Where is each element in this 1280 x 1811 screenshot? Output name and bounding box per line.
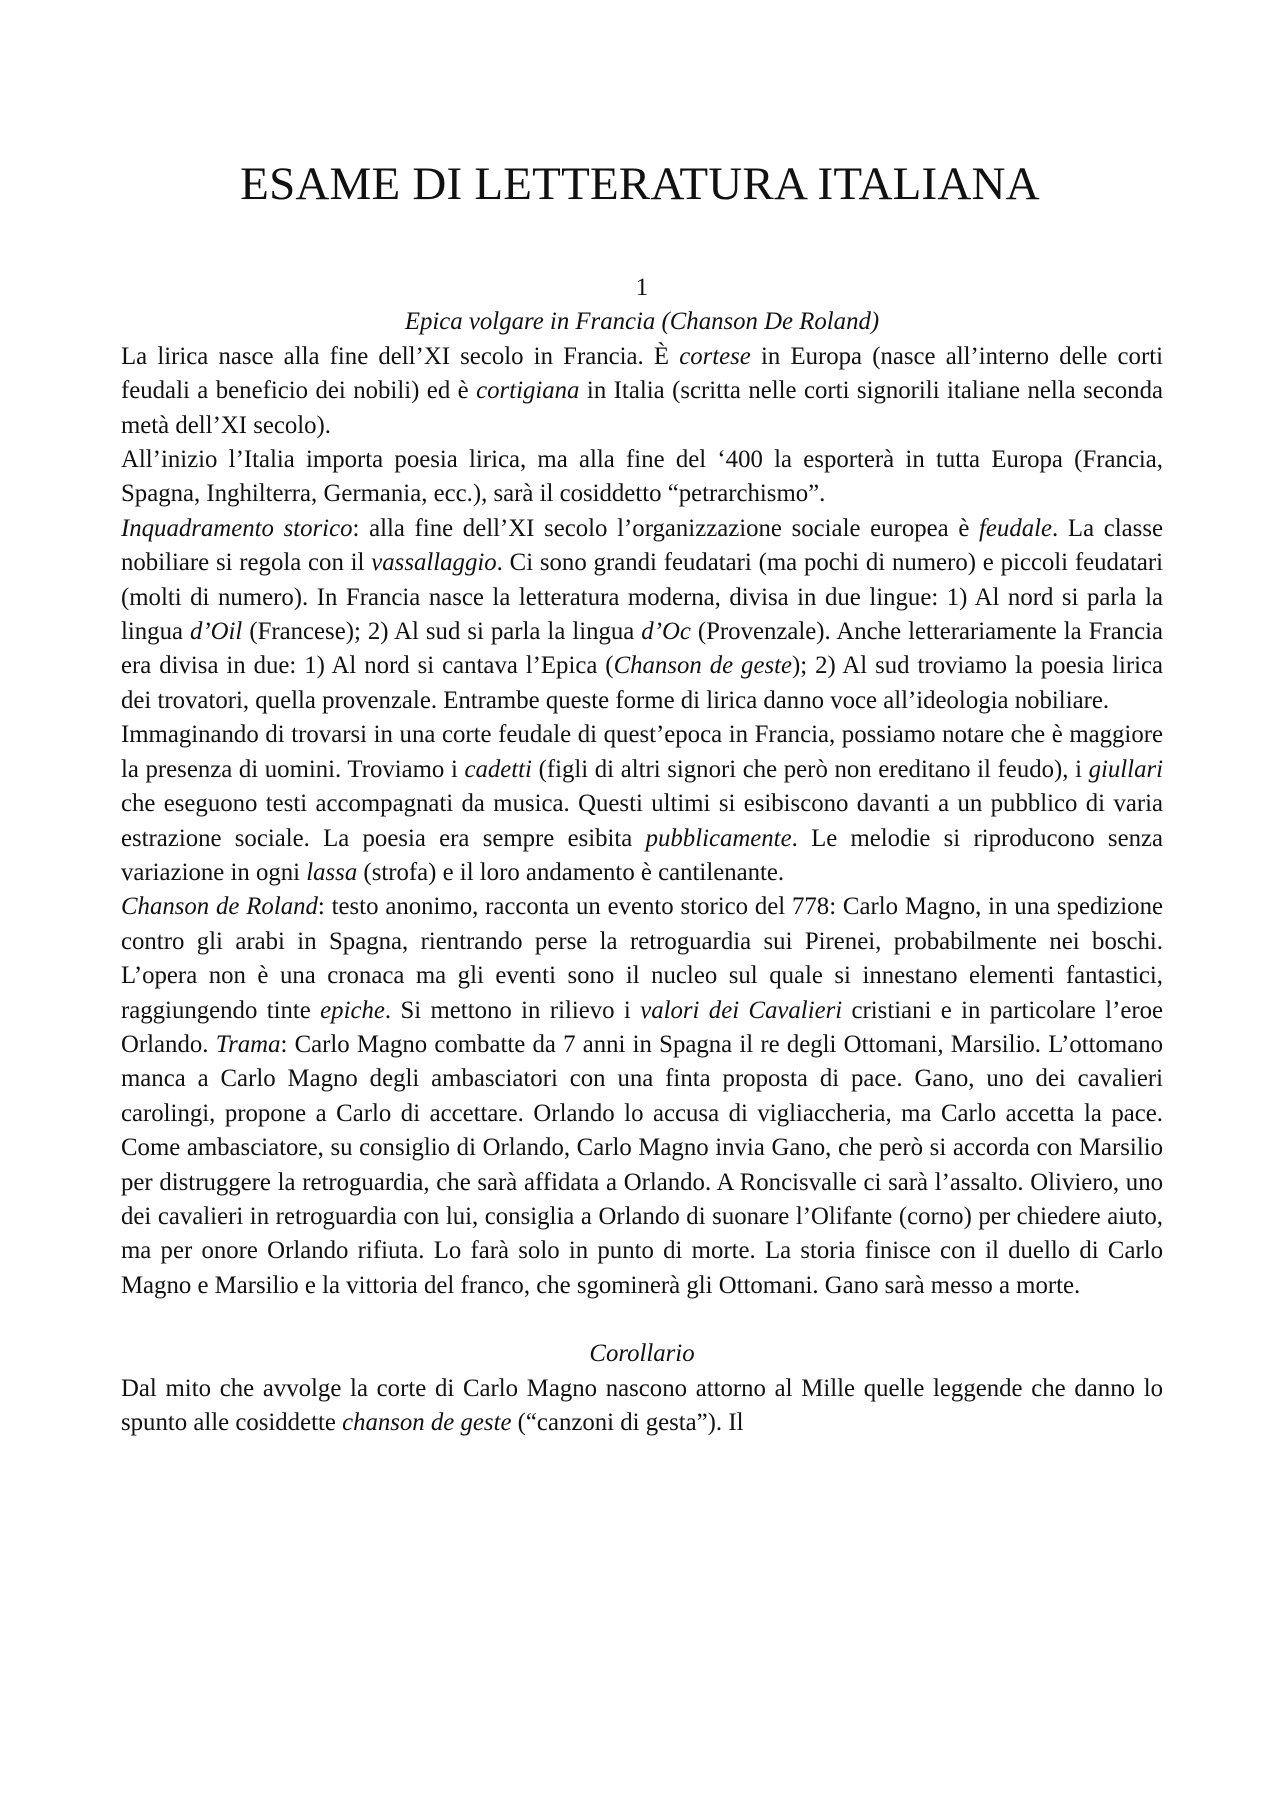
text-run: . Le melodie si riproducono senza variazione in ogni [121, 824, 1164, 886]
text-run: : Carlo Magno combatte da 7 anni in Spagna il re degli Ottomani, Marsilio. L’ottomano manca a Carlo Magno degli ambasciatori con una finta proposta di pace. Gano, uno dei cavalieri carolingi, propone a Carlo di accettare. Orlando lo accusa di vigliaccheria, ma Carlo accetta la pace. Come ambasciatore, su consiglio di Orlando, Carlo Magno invia Gano, che però si accorda con Marsilio per distruggere la retroguardia, che sarà affidata a Orlando. A Roncisvalle ci sarà l’assalto. Oliviero, uno dei cavalieri in retroguardia con lui, consiglia a Orlando di suonare l’Olifante (corno) per chiedere aiuto, ma per onore Orlando rifiuta. Lo farà solo in punto di morte. La storia finisce con il duello di Carlo Magno e Marsilio e la vittoria del franco, che sgominerà gli Ottomani. Gano sarà messo a morte. [121, 1030, 1163, 1299]
italic-text-run: vassallaggio [371, 549, 497, 577]
corollario-heading-text: Corollario [589, 1340, 695, 1368]
text-run: (strofa) e il loro andamento è cantilenante. [357, 858, 785, 886]
section-heading [121, 305, 1163, 339]
text-run: La lirica nasce alla fine dell’XI secolo in Francia. È [121, 342, 680, 370]
text-run: ); 2) Al sud troviamo la poesia lirica dei trovatori, quella provenzale. Entrambe queste forme di lirica danno voce all’ideologia nobiliare. [121, 652, 1164, 714]
document-body [121, 271, 1163, 1440]
paragraph-corollario [121, 1372, 1163, 1441]
text-run: (Francese); 2) Al sud si parla la lingua [242, 618, 642, 646]
section-heading-text: Epica volgare in Francia (Chanson De Roland) [404, 308, 880, 336]
text-run: Immaginando di trovarsi in una corte feudale di quest’epoca in Francia, possiamo notare che è maggiore la presenza di uomini. Troviamo i [121, 721, 1163, 783]
italic-text-run: Chanson de Roland [121, 893, 318, 921]
italic-text-run: pubblicamente [645, 824, 792, 852]
italic-text-run: chanson de geste [342, 1409, 512, 1436]
section-number: 1 [635, 274, 649, 301]
paragraph-inquadramento-storico [121, 512, 1163, 718]
text-run: cristiani e in particolare l’eroe Orlando. [121, 996, 1163, 1058]
text-run: che eseguono testi accompagnati da musica. Questi ultimi si esibiscono davanti a un pubblico di varia estrazione sociale. La poesia era sempre esibita [121, 790, 1163, 852]
paragraph-corte-feudale [121, 718, 1163, 890]
document-title: ESAME DI LETTERATURA ITALIANA [240, 158, 1040, 210]
text-run: Dal mito che avvolge la corte di Carlo Magno nascono attorno al Mille quelle leggende che danno lo spunto alle cosiddette [121, 1374, 1163, 1436]
paragraph-chanson-de-roland [121, 890, 1163, 1303]
text-run: . La classe nobiliare si regola con il [121, 514, 1163, 577]
paragraph-italia-importa [121, 443, 1163, 512]
text-run: in Europa (nasce all’interno delle corti feudali a beneficio dei nobili) ed è [121, 342, 1163, 405]
text-run: : alla fine dell’XI secolo l’organizzazione sociale europea è [352, 514, 980, 542]
italic-text-run: valori dei Cavalieri [640, 996, 843, 1024]
paragraph-lirica-nasce [121, 340, 1163, 443]
italic-text-run: Inquadramento storico [121, 514, 353, 542]
italic-text-run: Chanson de geste [613, 652, 793, 680]
italic-text-run: giullari [1088, 755, 1164, 783]
italic-text-run: d’Oil [189, 618, 243, 646]
text-run: in Italia (scritta nelle corti signorili italiane nella seconda metà dell’XI secolo). [121, 377, 1163, 439]
italic-text-run: feudale [979, 514, 1053, 542]
italic-text-run: cadetti [464, 755, 532, 783]
italic-text-run: Trama [215, 1030, 281, 1058]
section-spacer [121, 1303, 1163, 1337]
text-run: (figli di altri signori che però non ereditano il feudo), i [531, 755, 1089, 783]
text-run: All’inizio l’Italia importa poesia lirica, ma alla fine del ‘400 la esporterà in tutta Europa (Francia, Spagna, Inghilterra, Germania, ecc.), sarà il cosiddetto “petrarchismo”. [121, 446, 1163, 508]
text-run: (Provenzale). Anche letterariamente la Francia era divisa in due: 1) Al nord si cantava l’Epica ( [121, 618, 1163, 680]
italic-text-run: lassa [306, 858, 358, 886]
text-run: . Si mettono in rilievo i [384, 996, 641, 1024]
text-run: : testo anonimo, racconta un evento storico del 778: Carlo Magno, in una spedizione contro gli arabi in Spagna, rientrando perse la retroguardia sui Pirenei, probabilmente nei boschi. L’opera non è una cronaca ma gli eventi sono il nucleo sul quale si innestano elementi fantastici, raggiungendo tinte [121, 893, 1163, 1024]
text-run: (“canzoni di gesta”). Il [511, 1409, 744, 1436]
italic-text-run: cortese [679, 342, 751, 370]
text-run: . Ci sono grandi feudatari (ma pochi di numero) e piccoli feudatari (molti di numero). In Francia nasce la letteratura moderna, divisa in due lingue: 1) Al nord si parla la lingua [121, 549, 1163, 646]
italic-text-run: d’Oc [641, 618, 691, 646]
italic-text-run: cortigiana [476, 377, 580, 405]
italic-text-run: epiche [320, 996, 385, 1024]
corollario-heading [121, 1337, 1163, 1371]
